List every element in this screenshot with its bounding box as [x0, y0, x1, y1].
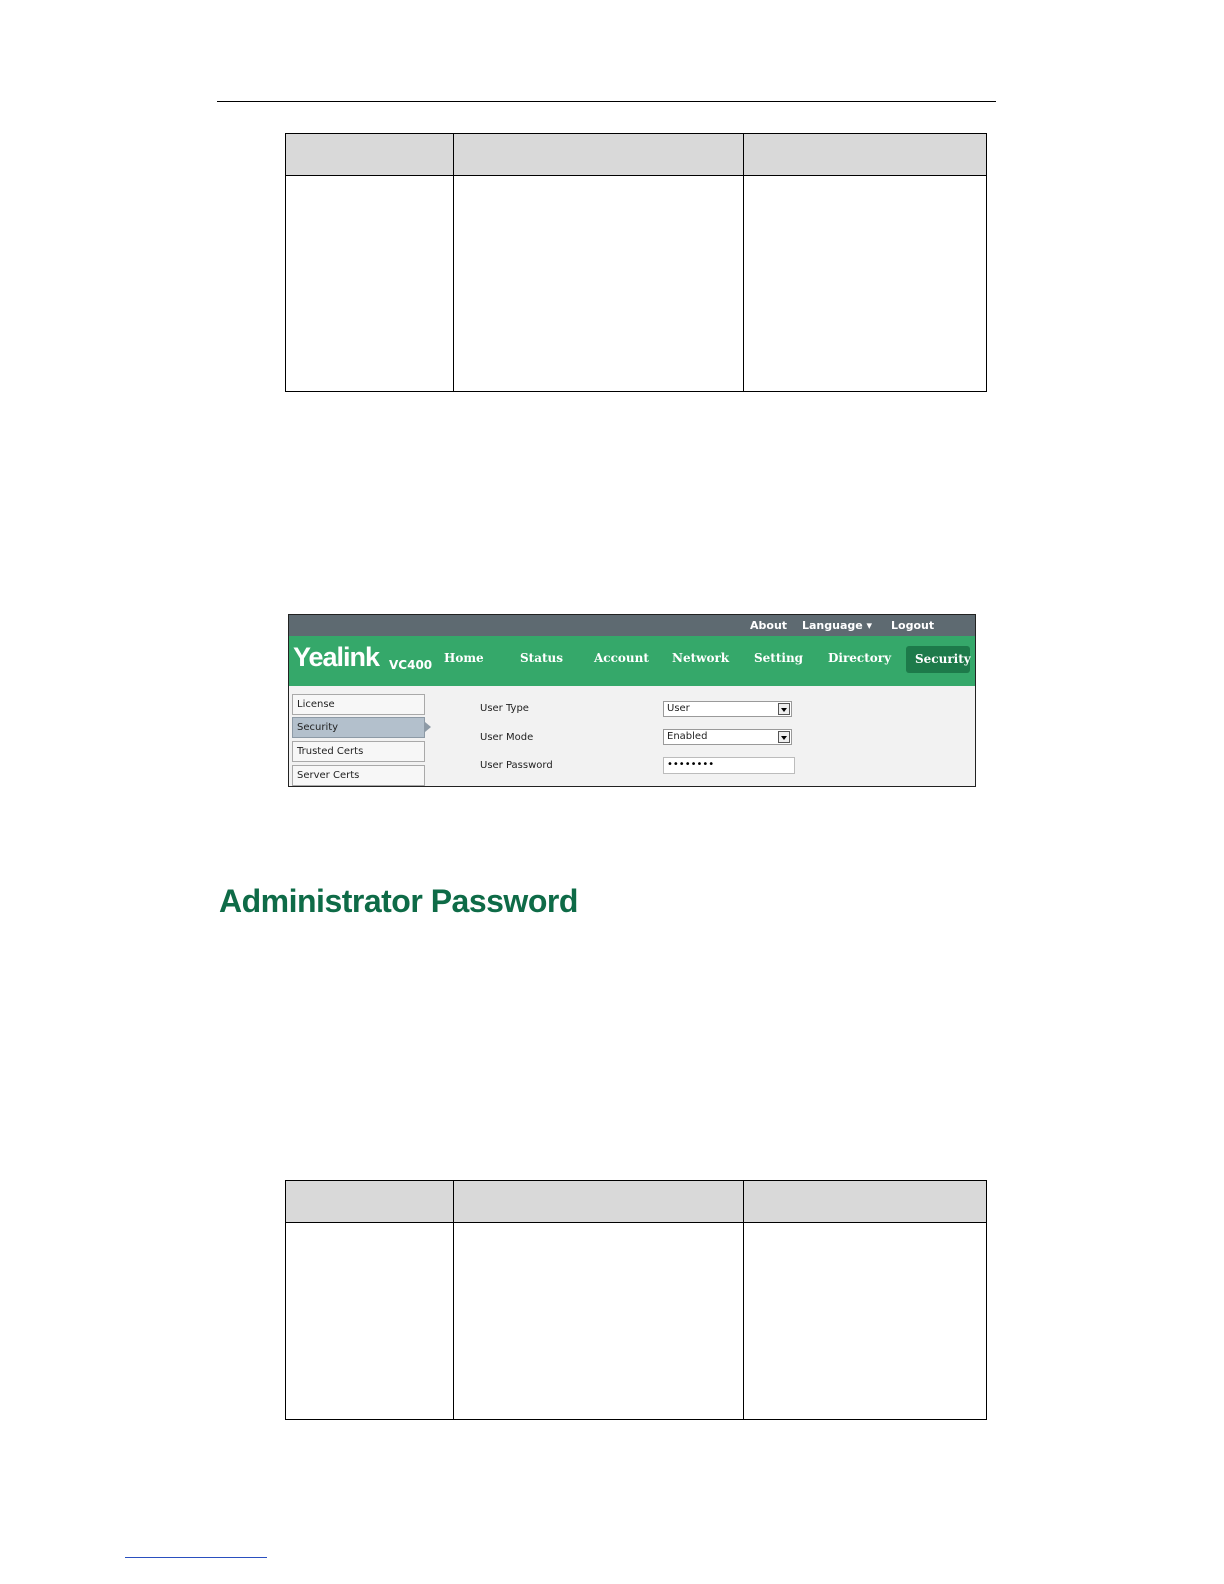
user-mode-label: User Mode [480, 732, 534, 743]
tab-security-label: Security [915, 652, 971, 666]
chevron-down-icon[interactable] [778, 731, 790, 743]
tab-directory[interactable]: Directory [828, 651, 892, 665]
table-cell [744, 176, 987, 392]
table-row [286, 1223, 987, 1420]
user-mode-value: Enabled [667, 731, 708, 742]
table-cell [454, 1223, 744, 1420]
tab-home[interactable]: Home [444, 651, 484, 665]
table-cell [744, 1223, 987, 1420]
main-nav [289, 636, 975, 686]
user-type-value: User [667, 703, 690, 714]
web-ui-screenshot [288, 614, 976, 787]
tab-network[interactable]: Network [672, 651, 730, 665]
sidebar-item-license[interactable]: License [292, 694, 425, 715]
parameter-table-1 [285, 133, 987, 392]
logout-link[interactable]: Logout [891, 619, 935, 632]
table-cell [286, 176, 454, 392]
table-header-cell [286, 1181, 454, 1223]
top-bar [289, 615, 975, 636]
table-header-cell [744, 1181, 987, 1223]
model-label: VC400 [389, 658, 433, 672]
user-mode-select[interactable] [663, 729, 792, 745]
about-link[interactable]: About [750, 619, 788, 632]
chevron-down-icon[interactable] [778, 703, 790, 715]
table-row [286, 176, 987, 392]
sidebar-item-security[interactable]: Security [292, 717, 425, 738]
sidebar-item-trusted-certs[interactable]: Trusted Certs [292, 741, 425, 762]
table-header-cell [286, 134, 454, 176]
sidebar-item-server-certs[interactable]: Server Certs [292, 765, 425, 786]
parameter-table-2 [285, 1180, 987, 1420]
tab-status[interactable]: Status [520, 651, 564, 665]
user-type-label: User Type [480, 703, 529, 714]
tab-security[interactable] [906, 646, 970, 673]
tab-account[interactable]: Account [594, 651, 649, 665]
table-header-cell [744, 134, 987, 176]
user-type-select[interactable] [663, 701, 792, 717]
table-cell [454, 176, 744, 392]
active-arrow-icon [425, 722, 431, 732]
table-header-row [286, 1181, 987, 1223]
section-heading: Administrator Password [219, 883, 578, 919]
user-password-field[interactable]: •••••••• [663, 757, 795, 774]
table-header-cell [454, 1181, 744, 1223]
table-header-cell [454, 134, 744, 176]
footer-rule [125, 1557, 267, 1558]
user-password-label: User Password [480, 760, 553, 771]
table-header-row [286, 134, 987, 176]
table-cell [286, 1223, 454, 1420]
header-rule [217, 101, 996, 102]
language-menu[interactable]: Language ▾ [802, 619, 873, 632]
tab-setting[interactable]: Setting [754, 651, 804, 665]
yealink-logo: Yealink [293, 642, 380, 672]
